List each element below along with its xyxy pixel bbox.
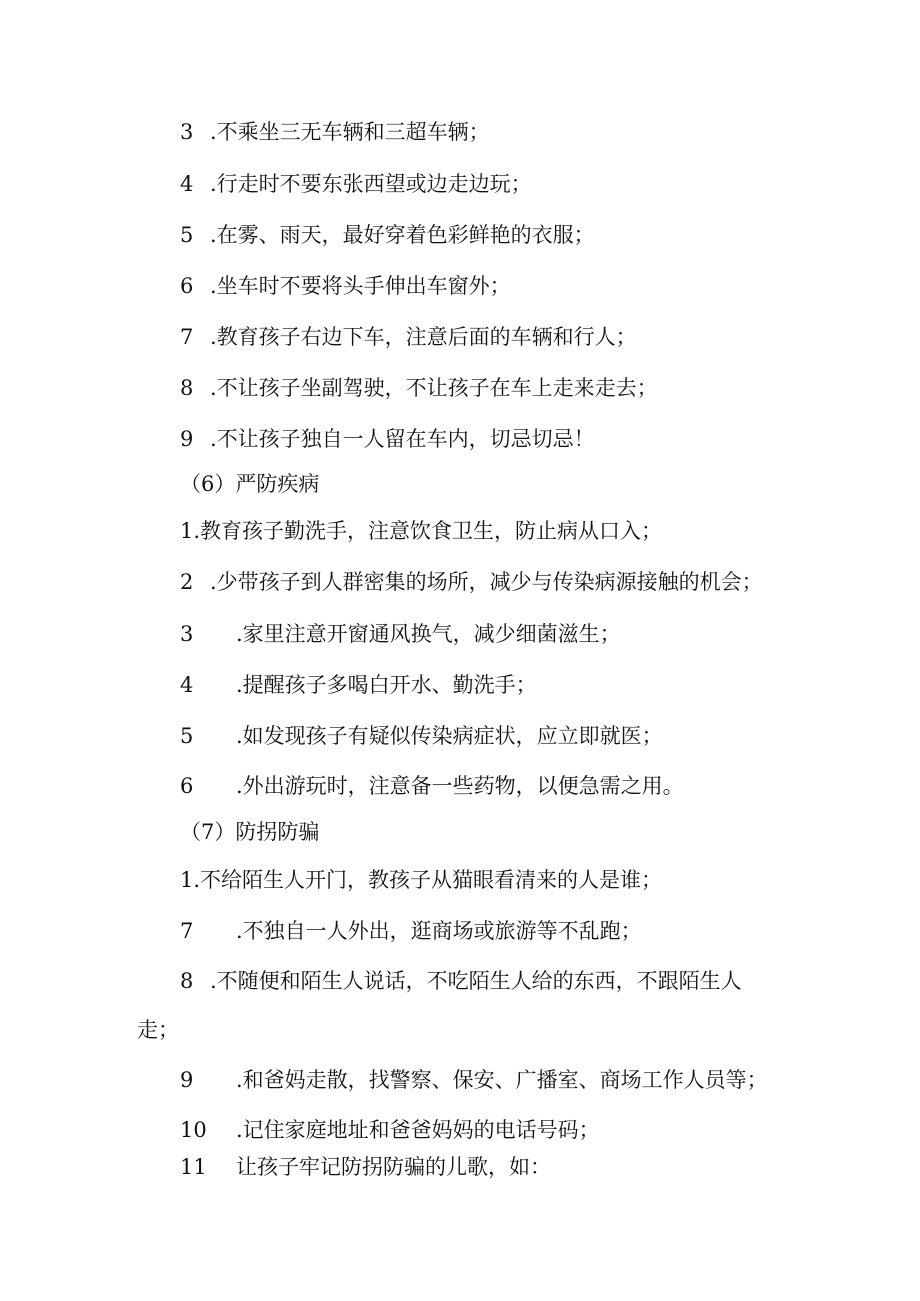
item-text: 教育孩子勤洗手，注意饮食卫生，防止病从口入；: [200, 519, 663, 543]
item-text: .不独自一人外出，逛商场或旅游等不乱跑；: [236, 919, 642, 943]
item-text: 不给陌生人开门，教孩子从猫眼看清来的人是谁；: [200, 868, 663, 892]
list-item: [180, 517, 662, 545]
item-text: .不让孩子坐副驾驶，不让孩子在车上走来走去；: [210, 376, 658, 400]
item-text: .不乘坐三无车辆和三超车辆；: [210, 120, 490, 144]
list-item: [180, 425, 595, 453]
list-item: [180, 866, 662, 894]
item-text: .在雾、雨天，最好穿着色彩鲜艳的衣服；: [210, 223, 595, 247]
item-number: 2: [180, 570, 194, 594]
list-item: [180, 323, 637, 351]
item-text: .外出游玩时，注意备一些药物，以便急需之用。: [236, 774, 684, 798]
list-item: [180, 374, 658, 402]
item-number: 9: [180, 427, 194, 451]
list-item: [180, 967, 742, 995]
item-text: 让孩子牢记防拐防骗的儿歌，如：: [236, 1155, 551, 1179]
item-number: 6: [180, 274, 194, 298]
item-text: .不让孩子独自一人留在车内，切忌切忌！: [210, 427, 595, 451]
list-item: [180, 1066, 768, 1094]
list-item-continuation: 走；: [137, 1018, 179, 1042]
item-text: .不随便和陌生人说话，不吃陌生人给的东西，不跟陌生人: [210, 969, 742, 993]
item-number: 3: [180, 120, 194, 144]
item-number: 10: [180, 1118, 207, 1142]
item-number: 7: [180, 325, 194, 349]
item-number: 3: [180, 622, 194, 646]
item-number: 4: [180, 172, 194, 196]
list-item: [180, 722, 663, 750]
item-number: 1.: [180, 868, 201, 892]
item-number: 6: [180, 774, 194, 798]
item-text: .记住家庭地址和爸爸妈妈的电话号码；: [236, 1118, 600, 1142]
item-number: 8: [180, 969, 194, 993]
list-item: [180, 917, 642, 945]
item-text: .少带孩子到人群密集的场所，减少与传染病源接触的机会；: [210, 570, 763, 594]
item-number: 1.: [180, 519, 201, 543]
item-text: .教育孩子右边下车，注意后面的车辆和行人；: [210, 325, 637, 349]
item-text: .坐车时不要将头手伸出车窗外；: [210, 274, 511, 298]
item-number: 11: [180, 1155, 207, 1179]
item-number: 5: [180, 724, 194, 748]
item-text: .提醒孩子多喝白开水、勤洗手；: [236, 673, 537, 697]
list-item: [180, 671, 537, 699]
list-item: [180, 118, 490, 146]
item-number: 5: [180, 223, 194, 247]
list-item: [180, 1116, 600, 1144]
item-number: 7: [180, 919, 194, 943]
item-number: 9: [180, 1068, 194, 1092]
list-item: [180, 568, 763, 596]
item-text: .如发现孩子有疑似传染病症状，应立即就医；: [236, 724, 663, 748]
item-text: .和爸妈走散，找警察、保安、广播室、商场工作人员等；: [236, 1068, 768, 1092]
item-number: 4: [180, 673, 194, 697]
item-text: .家里注意开窗通风换气，减少细菌滋生；: [236, 622, 621, 646]
section-heading-disease: （6）严防疾病: [180, 472, 320, 496]
list-item: [180, 221, 595, 249]
list-item: [180, 1153, 551, 1181]
list-item: [180, 170, 532, 198]
item-number: 8: [180, 376, 194, 400]
list-item: [180, 272, 511, 300]
list-item: [180, 772, 684, 800]
section-heading-anti-abduction: （7）防拐防骗: [180, 820, 320, 844]
item-text: .行走时不要东张西望或边走边玩；: [210, 172, 532, 196]
list-item: [180, 620, 621, 648]
